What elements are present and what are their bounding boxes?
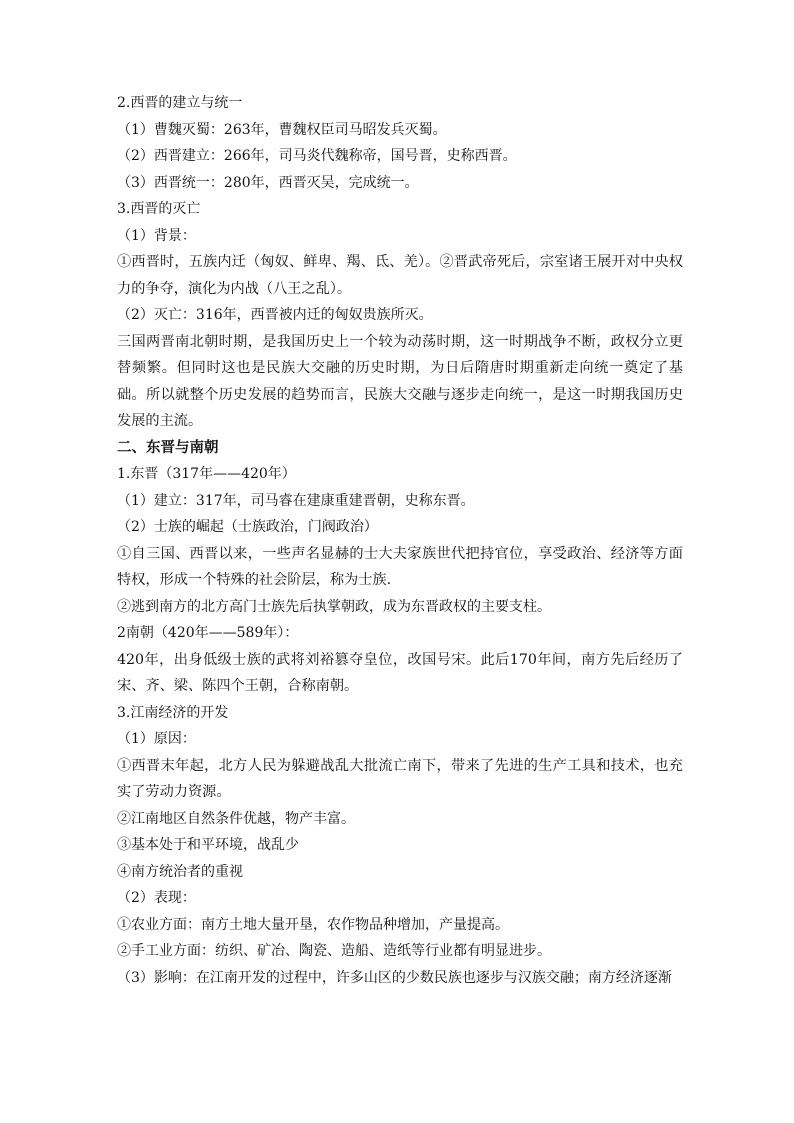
sign-1-paragraph: ①农业方面：南方土地大量开垦，农作物品种增加，产量提高。 bbox=[117, 916, 509, 933]
background-label: （1）背景： bbox=[117, 227, 196, 244]
founding-paragraph: （1）建立：317年，司马睿在建康重建晋朝，史称东晋。 bbox=[117, 492, 475, 509]
part-heading-eastern-jin-southern-dynasties: 二、东晋与南朝 bbox=[117, 439, 219, 456]
impact-paragraph: （3）影响：在江南开发的过程中，许多山区的少数民族也逐步与汉族交融；南方经济逐渐 bbox=[117, 969, 672, 986]
fall-paragraph: （2）灭亡：316年，西晋被内迁的匈奴贵族所灭。 bbox=[117, 307, 433, 323]
signs-label: （2）表现： bbox=[117, 890, 196, 906]
list-item: （3）西晋统一：280年，西晋灭吴，完成统一。 bbox=[117, 174, 419, 191]
gentry-paragraph-1: ①自三国、西晋以来，一些声名显赫的士大夫家族世代把持官位，享受政治、经济等方面特权，形成一个特殊的社会阶层，称为士族. bbox=[117, 545, 683, 588]
section-title-western-jin-founding: 2.西晋的建立与统一 bbox=[117, 95, 243, 111]
cause-3-paragraph: ③基本处于和平环境，战乱少 bbox=[117, 837, 299, 853]
section-title-southern-dynasties: 2南朝（420年——589年）： bbox=[117, 625, 299, 641]
list-item: （1）曹魏灭蜀：263年，曹魏权臣司马昭发兵灭蜀。 bbox=[117, 121, 447, 138]
sign-2-paragraph: ②手工业方面：纺织、矿冶、陶瓷、造船、造纸等行业都有明显进步。 bbox=[117, 943, 551, 959]
cause-4-paragraph: ④南方统治者的重视 bbox=[117, 863, 243, 880]
cause-2-paragraph: ②江南地区自然条件优越，物产丰富。 bbox=[117, 810, 355, 827]
section-title-western-jin-fall: 3.西晋的灭亡 bbox=[117, 201, 201, 217]
gentry-paragraph-2: ②逃到南方的北方高门士族先后执掌朝政，成为东晋政权的主要支柱。 bbox=[117, 598, 551, 615]
section-title-eastern-jin: 1.东晋（317年——420年） bbox=[117, 466, 296, 482]
section-title-jiangnan-economy: 3.江南经济的开发 bbox=[117, 704, 229, 721]
list-item: （2）西晋建立：266年，司马炎代魏称帝，国号晋，史称西晋。 bbox=[117, 148, 517, 164]
southern-dynasties-paragraph: 420年，出身低级士族的武将刘裕篡夺皇位，改国号宋。此后170年间，南方先后经历了宋、齐、梁、陈四个王朝，合称南朝。 bbox=[117, 651, 683, 694]
cause-1-paragraph: ①西晋末年起，北方人民为躲避战乱大批流亡南下，带来了先进的生产工具和技术，也充实了劳动力资源。 bbox=[117, 757, 683, 800]
summary-paragraph: 三国两晋南北朝时期，是我国历史上一个较为动荡时期，这一时期战争不断，政权分立更替频繁。但同时这也是民族大交融的历史时期，为日后隋唐时期重新走向统一奠定了基础。所以就整个历史发展的趋势而言，民族大交融与逐步走向统一，是这一时期我国历史发展的主流。 bbox=[117, 333, 683, 429]
causes-label: （1）原因： bbox=[117, 731, 196, 747]
background-paragraph: ①西晋时，五族内迁（匈奴、鲜卑、羯、氐、羌）。②晋武帝死后，宗室诸王展开对中央权力的争夺，演化为内战（八王之乱）。 bbox=[117, 254, 683, 297]
gentry-rise-label: （2）士族的崛起（士族政治，门阀政治） bbox=[117, 519, 378, 535]
document-page bbox=[117, 90, 683, 991]
